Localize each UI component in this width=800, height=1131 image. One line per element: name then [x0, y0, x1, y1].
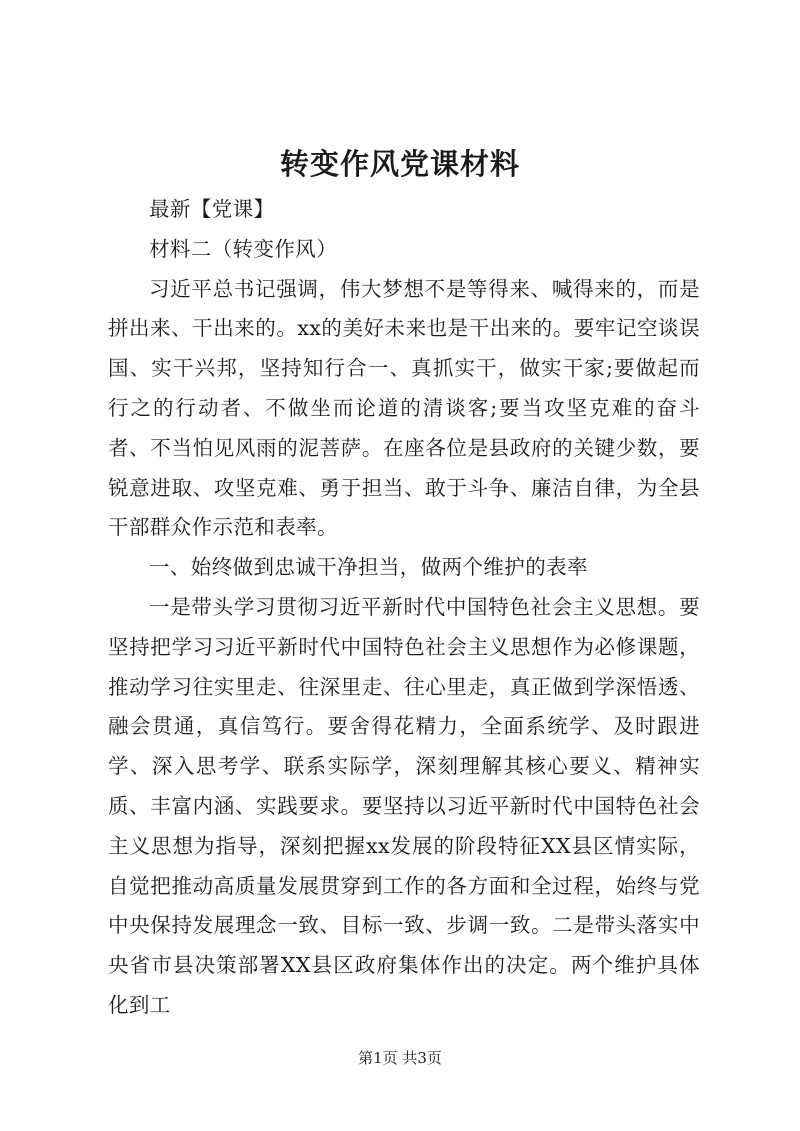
section-heading-one: 一、始终做到忠诚干净担当，做两个维护的表率	[149, 555, 588, 580]
page-number-footer: 第1页 共3页	[358, 1049, 442, 1067]
paragraph-section-one-body: 一是带头学习贯彻习近平新时代中国特色社会主义思想。要坚持把学习习近平新时代中国特色社会主义思想作为必修课题，推动学习往实里走、往深里走、往心里走，真正做到学深悟透、融会贯通，真信笃行。要舍得花精力，全面系统学、及时跟进学、深入思考学、联系实际学，深刻理解其核心要义、精神实质、丰富内涵、实践要求。要坚持以习近平新时代中国特色社会主义思想为指导，深刻把握xx发展的阶段特征XX县区情实际，自觉把推动高质量发展贯穿到工作的各方面和全过程，始终与党中央保持发展理念一致、目标一致、步调一致。二是带头落实中央省市县决策部署XX县区政府集体作出的决定。两个维护具体化到工	[108, 594, 700, 1017]
paragraph-latest-lesson: 最新【党课】	[149, 197, 275, 221]
paragraph-material-two: 材料二（转变作风）	[149, 236, 338, 261]
document-body	[108, 190, 700, 1026]
paragraph-intro: 习近平总书记强调，伟大梦想不是等得来、喊得来的，而是拼出来、干出来的。xx的美好未来也是干出来的。要牢记空谈误国、实干兴邦，坚持知行合一、真抓实干，做实干家;要做起而行之的行动者、不做坐而论道的清谈客;要当攻坚克难的奋斗者、不当怕见风雨的泥菩萨。在座各位是县政府的关键少数，要锐意进取、攻坚克难、勇于担当、敢于斗争、廉洁自律，为全县干部群众作示范和表率。	[108, 276, 700, 540]
document-title: 转变作风党课材料	[279, 147, 520, 181]
